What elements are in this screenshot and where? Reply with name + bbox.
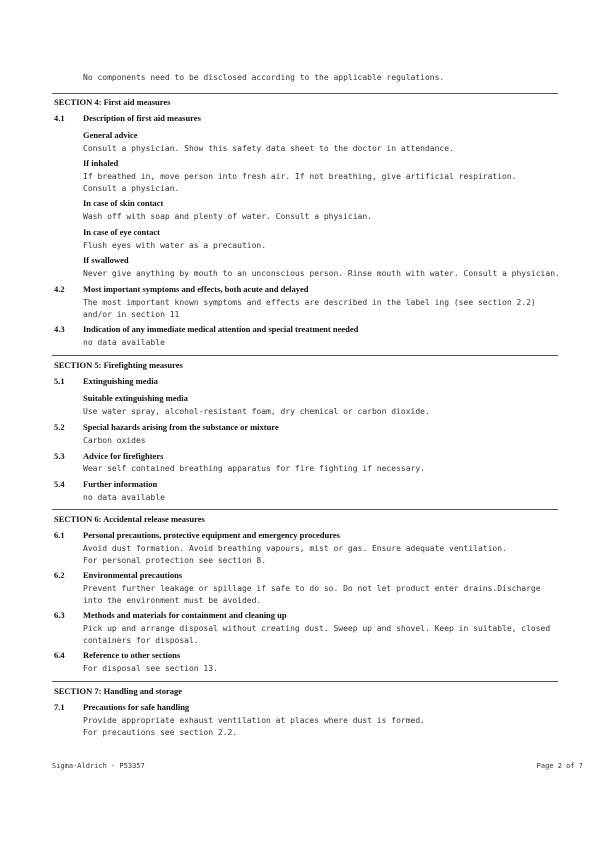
subsection-number: 5.2 bbox=[54, 422, 65, 432]
section-divider bbox=[52, 681, 558, 682]
item-text: For personal protection see section 8. bbox=[83, 556, 267, 565]
item-text: Pick up and arrange disposal without creating dust. Sweep up and shovel. Keep in suitable, closed bbox=[83, 624, 551, 633]
section-7-title: SECTION 7: Handling and storage bbox=[54, 686, 182, 696]
section-5-title: SECTION 5: Firefighting measures bbox=[54, 360, 183, 370]
subsection-number: 6.3 bbox=[54, 610, 65, 620]
section-6-title: SECTION 6: Accidental release measures bbox=[54, 514, 205, 524]
item-text: Carbon oxides bbox=[83, 436, 146, 445]
subsection-number: 4.1 bbox=[54, 113, 65, 123]
item-heading: If swallowed bbox=[83, 255, 129, 265]
subsection-number: 6.2 bbox=[54, 570, 65, 580]
item-text: no data available bbox=[83, 493, 165, 502]
item-text: Wear self contained breathing apparatus for fire fighting if necessary. bbox=[83, 464, 425, 473]
item-text: Prevent further leakage or spillage if safe to do so. Do not let product enter drains.Discharge bbox=[83, 584, 541, 593]
item-text: If breathed in, move person into fresh air. If not breathing, give artificial respiration. bbox=[83, 172, 517, 181]
subsection-number: 6.1 bbox=[54, 530, 65, 540]
item-text: containers for disposal. bbox=[83, 636, 199, 645]
subsection-heading: Further information bbox=[83, 479, 158, 489]
subsection-heading: Methods and materials for containment and cleaning up bbox=[83, 610, 287, 620]
item-text: For precautions see section 2.2. bbox=[83, 728, 238, 737]
footer-product-id: Sigma-Aldrich - P53357 bbox=[52, 762, 145, 770]
item-text: and/or in section 11 bbox=[83, 310, 180, 319]
section-divider bbox=[52, 355, 558, 356]
subsection-heading: Description of first aid measures bbox=[83, 113, 201, 123]
item-heading: If inhaled bbox=[83, 158, 119, 168]
intro-text: No components need to be disclosed according to the applicable regulations. bbox=[83, 73, 445, 82]
item-text: Wash off with soap and plenty of water. Consult a physician. bbox=[83, 212, 372, 221]
subsection-heading: Extinguishing media bbox=[83, 376, 158, 386]
item-text: Consult a physician. bbox=[83, 184, 180, 193]
item-text: Provide appropriate exhaust ventilation at places where dust is formed. bbox=[83, 716, 425, 725]
subsection-heading: Advice for firefighters bbox=[83, 451, 164, 461]
subsection-heading: Special hazards arising from the substance or mixture bbox=[83, 422, 279, 432]
item-heading: In case of skin contact bbox=[83, 198, 164, 208]
subsection-heading: Precautions for safe handling bbox=[83, 702, 190, 712]
item-heading: In case of eye contact bbox=[83, 227, 160, 237]
item-text: Consult a physician. Show this safety data sheet to the doctor in attendance. bbox=[83, 144, 454, 153]
footer-page-number: Page 2 of 7 bbox=[536, 762, 583, 770]
item-text: The most important known symptoms and effects are described in the label ing (see section 2.2) bbox=[83, 298, 536, 307]
subsection-number: 5.1 bbox=[54, 376, 65, 386]
subsection-number: 4.3 bbox=[54, 324, 65, 334]
item-text: For disposal see section 13. bbox=[83, 664, 218, 673]
subsection-number: 6.4 bbox=[54, 650, 65, 660]
section-divider bbox=[52, 93, 558, 94]
subsection-heading: Most important symptoms and effects, both acute and delayed bbox=[83, 284, 309, 294]
section-divider bbox=[52, 509, 558, 510]
item-text: Avoid dust formation. Avoid breathing vapours, mist or gas. Ensure adequate ventilation. bbox=[83, 544, 507, 553]
subsection-heading: Reference to other sections bbox=[83, 650, 181, 660]
subsection-number: 7.1 bbox=[54, 702, 65, 712]
subsection-number: 5.4 bbox=[54, 479, 65, 489]
item-text: no data available bbox=[83, 338, 165, 347]
subsection-heading: Environmental precautions bbox=[83, 570, 183, 580]
subsection-number: 4.2 bbox=[54, 284, 65, 294]
item-text: Use water spray, alcohol-resistant foam, dry chemical or carbon dioxide. bbox=[83, 407, 430, 416]
item-text: into the environment must be avoided. bbox=[83, 596, 262, 605]
item-heading: General advice bbox=[83, 130, 138, 140]
section-4-title: SECTION 4: First aid measures bbox=[54, 97, 171, 107]
item-heading: Suitable extinguishing media bbox=[83, 393, 188, 403]
item-text: Flush eyes with water as a precaution. bbox=[83, 241, 267, 250]
subsection-heading: Indication of any immediate medical attention and special treatment needed bbox=[83, 324, 359, 334]
subsection-heading: Personal precautions, protective equipment and emergency procedures bbox=[83, 530, 340, 540]
item-text: Never give anything by mouth to an unconscious person. Rinse mouth with water. Consult a physician. bbox=[83, 269, 560, 278]
subsection-number: 5.3 bbox=[54, 451, 65, 461]
